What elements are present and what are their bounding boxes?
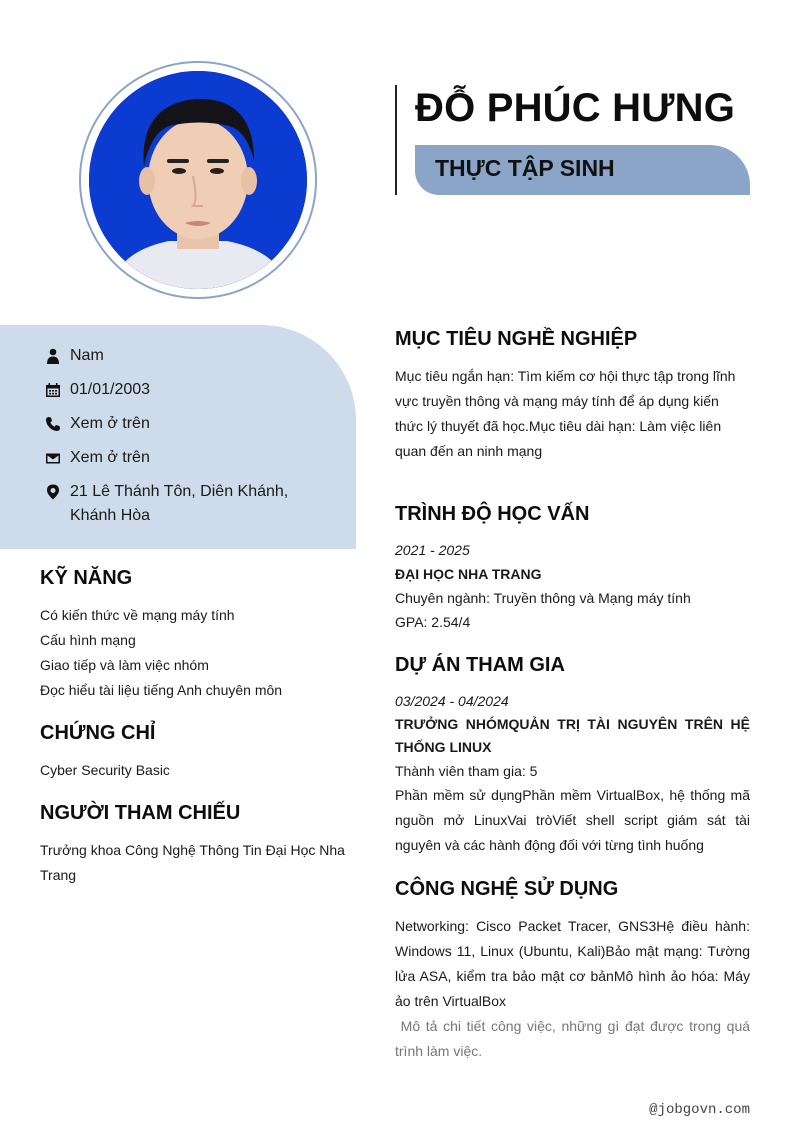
contact-birthday (44, 378, 310, 402)
contact-email (44, 446, 310, 470)
candidate-name: ĐỖ PHÚC HƯNG (415, 86, 736, 130)
skill-item: Giao tiếp và làm việc nhóm (40, 657, 209, 673)
references-text: Trưởng khoa Công Nghệ Thông Tin Đại Học Nha Trang (40, 842, 345, 883)
contact-text: Nam (70, 347, 104, 364)
skills-heading: KỸ NĂNG (40, 567, 133, 589)
location-pin-icon (44, 480, 61, 504)
project-description: Phần mềm sử dụngPhần mềm VirtualBox, hệ thống mã nguồn mở LinuxVai tròViết shell script giám sát tài nguyên và các hành động đối với từng tình huống (395, 787, 750, 853)
portrait-image (89, 71, 307, 289)
education-gpa: GPA: 2.54/4 (395, 614, 471, 630)
project-title: TRƯỞNG NHÓMQUẢN TRỊ TÀI NGUYÊN TRÊN HỆ THỐNG LINUX (395, 716, 750, 755)
contact-text: Xem ở trên (70, 415, 150, 432)
watermark: @jobgovn.com (649, 1102, 750, 1118)
position-title: THỰC TẬP SINH (435, 155, 615, 181)
skill-item: Có kiến thức về mạng máy tính (40, 607, 235, 623)
contact-gender (44, 344, 310, 368)
education-entry (395, 538, 750, 634)
objective-heading: MỤC TIÊU NGHỀ NGHIỆP (395, 328, 638, 350)
contact-text: 21 Lê Thánh Tôn, Diên Khánh, Khánh Hòa (70, 483, 289, 524)
education-heading: TRÌNH ĐỘ HỌC VẤN (395, 503, 590, 525)
skill-item: Cấu hình mạng (40, 632, 136, 648)
skills-list (40, 603, 345, 703)
education-major: Chuyên ngành: Truyền thông và Mạng máy tính (395, 590, 691, 606)
certificates-list (40, 758, 345, 783)
avatar-frame (79, 61, 317, 299)
projects-heading: DỰ ÁN THAM GIA (395, 654, 565, 676)
certificates-heading: CHỨNG CHỈ (40, 722, 156, 744)
project-entry (395, 689, 750, 858)
technologies-heading: CÔNG NGHỆ SỬ DỤNG (395, 878, 619, 900)
technologies-placeholder: Mô tả chi tiết công việc, những gì đạt được trong quá trình làm việc. (395, 1018, 754, 1059)
certificate-item: Cyber Security Basic (40, 762, 170, 778)
technologies-entry (395, 914, 754, 1064)
education-period: 2021 - 2025 (395, 542, 470, 558)
email-icon (44, 446, 61, 470)
skill-item: Đọc hiểu tài liệu tiếng Anh chuyên môn (40, 682, 283, 698)
contact-text: Xem ở trên (70, 449, 150, 466)
education-school: ĐẠI HỌC NHA TRANG (395, 566, 542, 582)
contact-address (44, 480, 310, 528)
project-members: Thành viên tham gia: 5 (395, 763, 538, 779)
project-period: 03/2024 - 04/2024 (395, 693, 509, 709)
technologies-text: Networking: Cisco Packet Tracer, GNS3Hệ điều hành: Windows 11, Linux (Ubuntu, Kali)Bảo mật mạng: Tường lửa ASA, kiểm tra bảo mật cơ bảnMô hình ảo hóa: Máy ảo trên VirtualBox (395, 918, 750, 1009)
contact-phone (44, 412, 310, 436)
references-heading: NGƯỜI THAM CHIẾU (40, 802, 241, 824)
avatar (89, 71, 307, 289)
calendar-icon (44, 378, 61, 402)
objective-text: Mục tiêu ngắn hạn: Tìm kiếm cơ hội thực tập trong lĩnh vực truyền thông và mạng máy tính để áp dụng kiến thức lý thuyết đã học.Mục tiêu dài hạn: Làm việc liên quan đến an ninh mạng (395, 368, 736, 459)
person-icon (44, 344, 61, 368)
header-divider (395, 85, 397, 195)
phone-icon (44, 412, 61, 436)
contact-text: 01/01/2003 (70, 381, 151, 398)
position-badge (415, 145, 750, 195)
